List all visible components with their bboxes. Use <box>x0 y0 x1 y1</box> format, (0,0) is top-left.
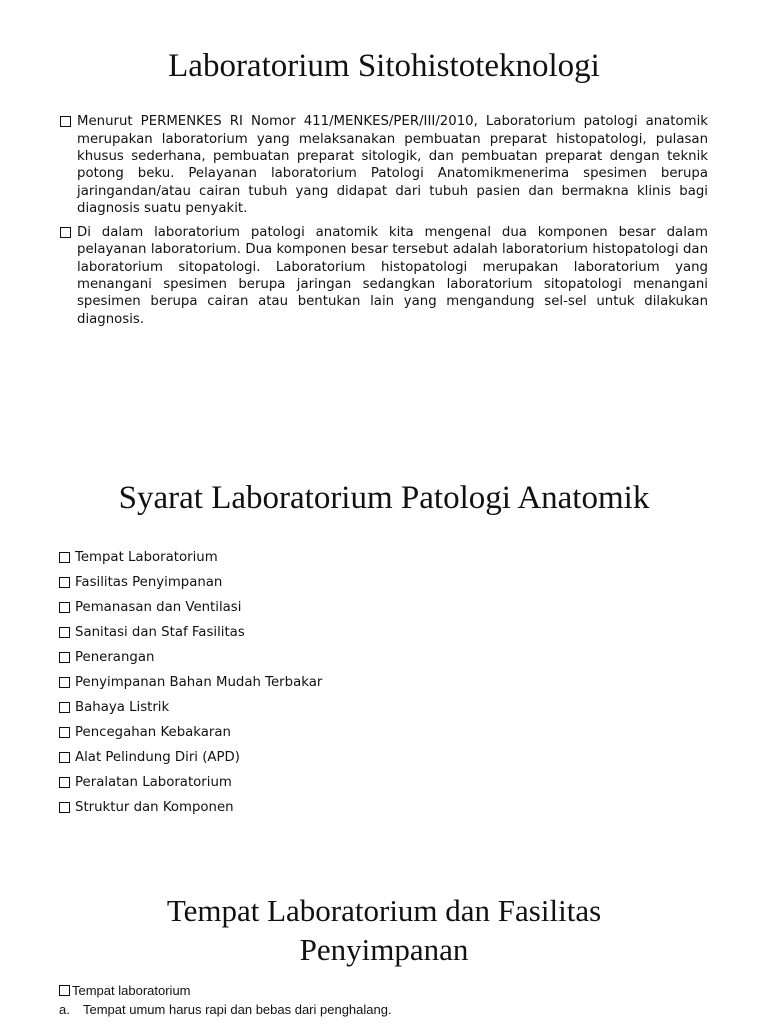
checkbox-bullet-icon <box>59 985 70 996</box>
list-item-label: Struktur dan Komponen <box>75 800 234 816</box>
slide-3-title-line-1: Tempat Laboratorium dan Fasilitas <box>166 893 602 928</box>
list-item-label: Alat Pelindung Diri (APD) <box>75 750 240 766</box>
checkbox-bullet-icon <box>59 577 70 588</box>
list-item <box>59 670 768 695</box>
list-item-label: Penerangan <box>75 650 155 666</box>
checkbox-bullet-icon <box>59 552 70 563</box>
slide-2 <box>0 470 768 850</box>
checkbox-bullet-icon <box>59 627 70 638</box>
checkbox-bullet-icon <box>59 602 70 613</box>
checkbox-bullet-icon <box>59 702 70 713</box>
requirements-list <box>59 545 768 820</box>
paragraph-permenkes <box>60 113 708 217</box>
list-item <box>59 770 768 795</box>
list-item-label: Fasilitas Penyimpanan <box>75 575 223 591</box>
list-item-label: Sanitasi dan Staf Fasilitas <box>75 625 245 641</box>
checkbox-bullet-icon <box>59 652 70 663</box>
list-item <box>59 745 768 770</box>
checkbox-bullet-icon <box>59 802 70 813</box>
section-heading-label: Tempat laboratorium <box>72 983 191 998</box>
list-item-label: Penyimpanan Bahan Mudah Terbakar <box>75 675 323 691</box>
list-item <box>59 570 768 595</box>
checkbox-bullet-icon <box>59 752 70 763</box>
list-item-label: Tempat Laboratorium <box>75 550 218 566</box>
list-item <box>59 645 768 670</box>
sub-list-marker: a. <box>59 1001 70 1017</box>
slide-1-title: Laboratorium Sitohistoteknologi <box>168 48 600 84</box>
sub-list-text: Tempat umum harus rapi dan bebas dari penghalang. <box>83 1001 392 1017</box>
list-item-label: Peralatan Laboratorium <box>75 775 232 791</box>
sub-list-item <box>59 1002 768 1017</box>
slide-3-body <box>59 980 768 1017</box>
list-item-label: Pencegahan Kebakaran <box>75 725 231 741</box>
paragraph-text: Menurut PERMENKES RI Nomor 411/MENKES/PER/III/2010, Laboratorium patologi anatomik merupakan laboratorium yang melaksanakan pembuatan preparat histopatologi, pulasan khusus sederhana, pembuatan preparat sitologik, dan pembuatan preparat dengan teknik potong beku. Pelayanan laboratorium Patologi Anatomikmenerima spesimen berupa jaringandan/atau cairan tubuh yang didapat dari tubuh pasien dan bermakna klinis bagi diagnosis suatu penyakit. <box>77 114 708 217</box>
list-item-label: Bahaya Listrik <box>75 700 170 716</box>
paragraph-text: Di dalam laboratorium patologi anatomik kita mengenal dua komponen besar dalam pelayanan laboratorium. Dua komponen besar tersebut adalah laboratorium histopatologi dan laboratorium sitopatologi. Laboratorium histopatologi merupakan laboratorium yang menangani spesimen berupa jaringan sedangkan laboratorium sitopatologi menangani spesimen berupa cairan atau bentukan lain yang mengandung sel-sel untuk dilakukan diagnosis. <box>77 224 708 327</box>
checkbox-bullet-icon <box>59 727 70 738</box>
paragraph-components <box>60 224 708 328</box>
slide-3 <box>0 880 768 1024</box>
list-item <box>59 720 768 745</box>
list-item <box>59 595 768 620</box>
slide-3-title-line-2: Penyimpanan <box>299 931 469 967</box>
slide-2-title: Syarat Laboratorium Patologi Anatomik <box>118 480 650 516</box>
checkbox-bullet-icon <box>60 116 71 127</box>
section-heading <box>59 980 768 1002</box>
list-item <box>59 795 768 820</box>
checkbox-bullet-icon <box>59 777 70 788</box>
slide-1-body <box>60 113 708 328</box>
slide-1 <box>0 0 768 400</box>
checkbox-bullet-icon <box>60 227 71 238</box>
list-item <box>59 620 768 645</box>
list-item-label: Pemanasan dan Ventilasi <box>75 600 242 616</box>
list-item <box>59 695 768 720</box>
slide-3-title <box>0 880 768 970</box>
checkbox-bullet-icon <box>59 677 70 688</box>
list-item <box>59 545 768 570</box>
